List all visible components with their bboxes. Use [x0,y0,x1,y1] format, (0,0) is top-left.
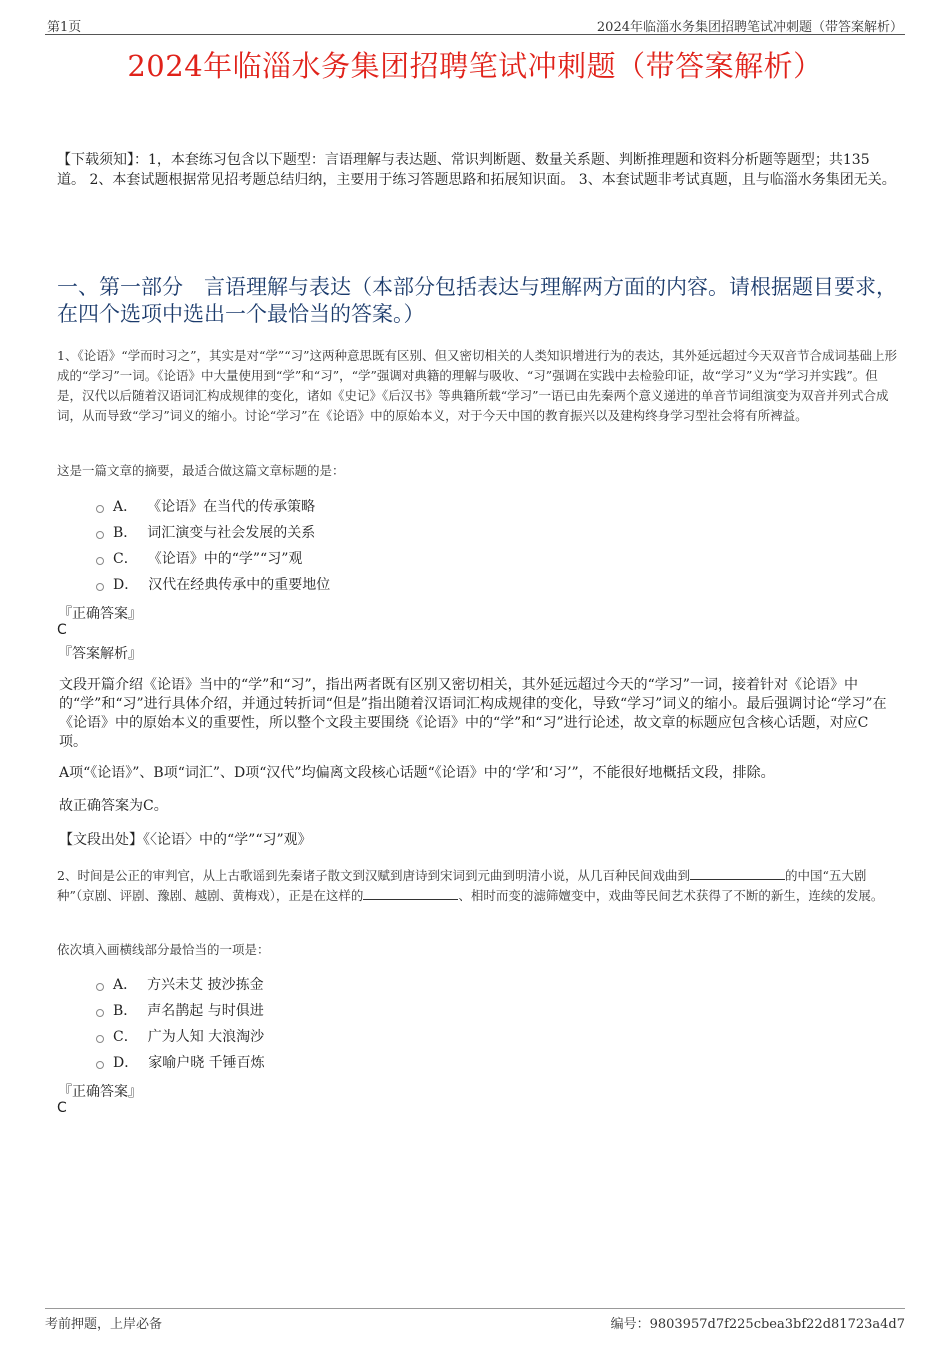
answer-label: 『正确答案』 [58,1084,142,1100]
footer-divider [45,1308,905,1309]
answer-label: 『正确答案』 [58,606,142,622]
page-number: 第1页 [47,20,82,35]
analysis-label: 『答案解析』 [58,646,142,662]
document-title: 2024年临淄水务集团招聘笔试冲刺题（带答案解析） [127,49,823,83]
radio-icon[interactable] [96,1061,104,1069]
option-d[interactable]: D． 家喻户晓 千锤百炼 [96,1049,265,1075]
option-b[interactable]: B． 声名鹊起 与时俱进 [96,997,265,1023]
radio-icon[interactable] [96,583,104,591]
radio-icon[interactable] [96,557,104,565]
radio-icon[interactable] [96,531,104,539]
footer-slogan: 考前押题，上岸必备 [45,1317,163,1332]
download-notice: 【下载须知】：1，本套练习包含以下题型：言语理解与表达题、常识判断题、数量关系题、判断推理题和资料分析题等题型；共135道。 2、本套试题根据常见招考题总结归纳，主要用于练习答题思路和拓展知识面。 3、本套试题非考试真题，且与临淄水务集团无关。 [57,152,896,188]
fill-blank-1[interactable] [690,867,785,880]
page-header [45,14,905,35]
question-1-prompt: 这是一篇文章的摘要，最适合做这篇文章标题的是： [57,463,345,478]
radio-icon[interactable] [96,1035,104,1043]
option-c[interactable]: C． 《论语》中的“学”“习”观 [96,545,330,571]
question-1-text: 1、《论语》“学而时习之”，其实是对“学”“习”这两种意思既有区别、但又密切相关的人类知识增进行为的表达，其外延远超过今天双音节合成词基础上形成的“学习”一词。《论语》中大量使用到“学”和“习”，“学”强调对典籍的理解与吸收、“习”强调在实践中去检验印证，故“学习”义为“学习并实践”。但是，汉代以后随着汉语词汇构成规律的变化，诸如《史记》《后汉书》等典籍所载“学习”一语已由先秦两个意义递进的单音节词组演变为双音并列式合成词，从而导致“学习”词义的缩小。讨论“学习”在《论语》中的原始本义，对于今天中国的教育振兴以及建构终身学习型社会将有所裨益。 [57,348,898,423]
analysis-paragraph-1: 文段开篇介绍《论语》当中的“学”和“习”，指出两者既有区别又密切相关，其外延远超过今天的“学习”一词，接着针对《论语》中的“学”和“习”进行具体介绍，并通过转折词“但是”指出随着汉语词汇构成规律的变化，导致“学习”词义的缩小。最后强调讨论“学习”在《论语》中的原始本义的重要性，所以整个文段主要围绕《论语》中的“学”和“习”进行论述，故文章的标题应包含核心话题，对应C项。 [59,677,887,750]
question-1-options [96,493,330,597]
radio-icon[interactable] [96,505,104,513]
question-2-prompt: 依次填入画横线部分最恰当的一项是： [57,942,270,957]
option-a[interactable]: A． 《论语》在当代的传承策略 [96,493,330,519]
fill-blank-2[interactable] [363,887,458,900]
radio-icon[interactable] [96,983,104,991]
source-note: 【文段出处】《〈论语〉中的“学”“习”观》 [59,832,312,848]
option-b[interactable]: B． 词汇演变与社会发展的关系 [96,519,330,545]
answer-value: C [57,1100,67,1116]
section-heading: 一、第一部分 言语理解与表达（本部分包括表达与理解两方面的内容。请根据题目要求，在四个选项中选出一个最恰当的答案。） [57,275,897,326]
header-doc-title: 2024年临淄水务集团招聘笔试冲刺题（带答案解析） [596,20,903,35]
option-a[interactable]: A． 方兴未艾 披沙拣金 [96,971,265,997]
question-2-options [96,971,265,1075]
analysis-paragraph-2: A项“《论语》”、B项“词汇”、D项“汉代”均偏离文段核心话题“《论语》中的‘学’和‘习’”，不能很好地概括文段，排除。 [59,765,775,781]
radio-icon[interactable] [96,1009,104,1017]
option-c[interactable]: C． 广为人知 大浪淘沙 [96,1023,265,1049]
question-2-text: 2、时间是公正的审判官，从上古歌谣到先秦诸子散文到汉赋到唐诗到宋词到元曲到明清小说，从几百种民间戏曲到 的中国“五大剧种”（京剧、评剧、豫剧、越剧、黄梅戏），正是在这样的 、相时而变的滤筛嬗变中，戏曲等民间艺术获得了不断的新生，连续的发展。 [57,868,884,903]
answer-value: C [57,622,67,638]
footer-doc-id: 编号：9803957d7f225cbea3bf22d81723a4d7 [610,1317,905,1332]
analysis-paragraph-3: 故正确答案为C。 [59,798,168,814]
option-d[interactable]: D． 汉代在经典传承中的重要地位 [96,571,330,597]
